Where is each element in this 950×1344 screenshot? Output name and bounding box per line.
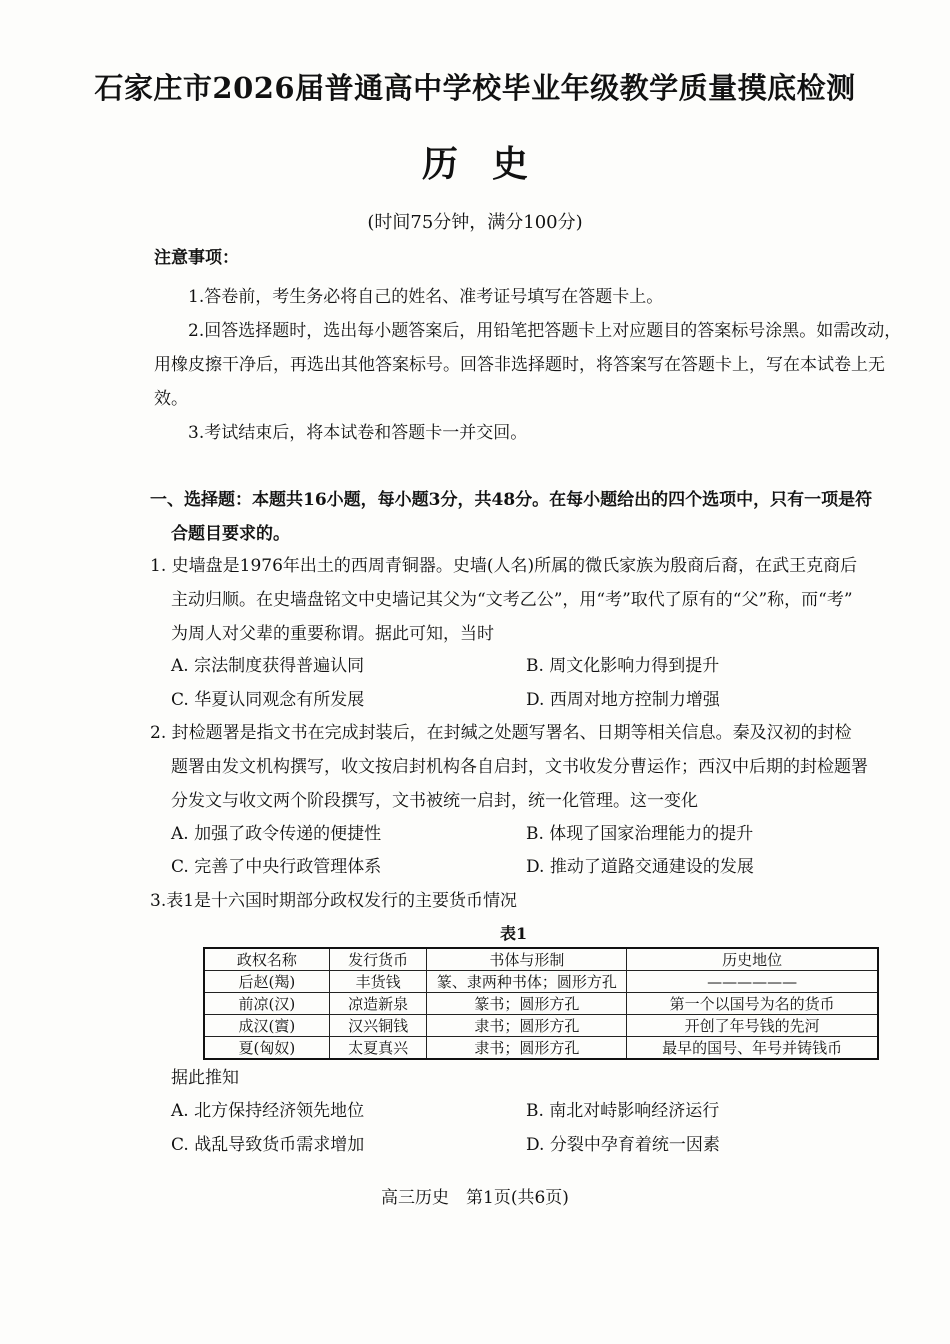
table-header-row — [204, 948, 878, 971]
note-item-2: 2.回答选择题时，选出每小题答案后，用铅笔把答题卡上对应题目的答案标号涂黑。如需改动，用橡皮擦干净后，再选出其他答案标号。回答非选择题时，将答案写在答题卡上，写在本试卷上无效。 — [154, 321, 902, 409]
table-cell: 太夏真兴 — [329, 1037, 427, 1060]
table-row — [204, 1015, 878, 1037]
table-cell: 丰货钱 — [329, 971, 427, 993]
question-3 — [150, 884, 910, 918]
question-1-stem-line-1: 1. 史墙盘是1976年出土的西周青铜器。史墙(人名)所属的微氏家族为殷商后裔，在武王克商后 — [150, 556, 858, 576]
table-cell: 夏(匈奴) — [204, 1037, 329, 1060]
question-1-stem-line-2: 主动归顺。在史墙盘铭文中史墙记其父为“文考乙公”，用“考”取代了原有的“父”称，而“考” — [171, 590, 853, 610]
table-header-cell: 政权名称 — [204, 948, 329, 971]
table-cell: 第一个以国号为名的货币 — [627, 993, 878, 1015]
exam-title: 石家庄市2026届普通高中学校毕业年级教学质量摸底检测 — [94, 71, 856, 105]
table-cell: 后赵(羯) — [204, 971, 329, 993]
question-2-stem-line-1: 2. 封检题署是指文书在完成封装后，在封缄之处题写署名、日期等相关信息。秦及汉初的封检 — [150, 723, 852, 743]
question-1-option-a[interactable]: A. 宗法制度获得普遍认同 — [171, 656, 365, 676]
table-cell: 篆书；圆形方孔 — [427, 993, 627, 1015]
question-1-option-b[interactable]: B. 周文化影响力得到提升 — [526, 656, 720, 676]
table-row — [204, 971, 878, 993]
table-header-cell: 发行货币 — [329, 948, 427, 971]
table-1-caption: 表1 — [500, 924, 528, 943]
table-1 — [203, 947, 879, 1060]
notes-heading: 注意事项： — [154, 248, 239, 268]
section-heading-line-1: 一、选择题：本题共16小题，每小题3分，共48分。在每小题给出的四个选项中，只有一项是符 — [150, 490, 873, 510]
question-2-stem-line-2: 题署由发文机构撰写，收文按启封机构各自启封，文书收发分曹运作；西汉中后期的封检题署 — [171, 757, 868, 777]
table-cell: —————— — [627, 971, 878, 993]
table-row — [204, 1037, 878, 1060]
table-cell: 凉造新泉 — [329, 993, 427, 1015]
question-1-stem-line-3: 为周人对父辈的重要称谓。据此可知，当时 — [171, 624, 494, 644]
table-cell: 隶书；圆形方孔 — [427, 1015, 627, 1037]
table-cell: 前凉(汉) — [204, 993, 329, 1015]
section-heading — [150, 483, 910, 551]
question-3-option-a[interactable]: A. 北方保持经济领先地位 — [171, 1101, 365, 1121]
question-2-option-c[interactable]: C. 完善了中央行政管理体系 — [171, 857, 382, 877]
table-cell: 汉兴铜钱 — [329, 1015, 427, 1037]
table-cell: 成汉(賨) — [204, 1015, 329, 1037]
table-cell: 篆、隶两种书体；圆形方孔 — [427, 971, 627, 993]
table-cell: 开创了年号钱的先河 — [627, 1015, 878, 1037]
table-row — [204, 993, 878, 1015]
question-1 — [150, 549, 910, 651]
page-footer: 高三历史 第1页(共6页) — [381, 1188, 569, 1208]
table-cell: 隶书；圆形方孔 — [427, 1037, 627, 1060]
question-2-stem-line-3: 分发文与收文两个阶段撰写，文书被统一启封，统一化管理。这一变化 — [171, 791, 698, 811]
question-2 — [150, 716, 910, 818]
table-header-cell: 历史地位 — [627, 948, 878, 971]
question-3-infer-prompt: 据此推知 — [171, 1068, 239, 1088]
table-cell: 最早的国号、年号并铸钱币 — [627, 1037, 878, 1060]
table-header-cell: 书体与形制 — [427, 948, 627, 971]
subject-title: 历史 — [421, 143, 562, 185]
section-heading-line-2: 合题目要求的。 — [171, 524, 290, 544]
question-3-option-d[interactable]: D. 分裂中孕育着统一因素 — [526, 1135, 720, 1155]
question-2-option-b[interactable]: B. 体现了国家治理能力的提升 — [526, 824, 754, 844]
note-item-3: 3.考试结束后，将本试卷和答题卡一并交回。 — [188, 423, 528, 443]
question-3-option-c[interactable]: C. 战乱导致货币需求增加 — [171, 1135, 365, 1155]
question-3-option-b[interactable]: B. 南北对峙影响经济运行 — [526, 1101, 720, 1121]
question-2-option-d[interactable]: D. 推动了道路交通建设的发展 — [526, 857, 754, 877]
time-note: (时间75分钟，满分100分) — [367, 212, 583, 233]
question-1-option-c[interactable]: C. 华夏认同观念有所发展 — [171, 690, 365, 710]
question-1-option-d[interactable]: D. 西周对地方控制力增强 — [526, 690, 720, 710]
question-2-option-a[interactable]: A. 加强了政令传递的便捷性 — [171, 824, 382, 844]
question-3-stem-line-1: 3.表1是十六国时期部分政权发行的主要货币情况 — [150, 891, 518, 911]
note-item-1: 1.答卷前，考生务必将自己的姓名、准考证号填写在答题卡上。 — [188, 287, 664, 307]
